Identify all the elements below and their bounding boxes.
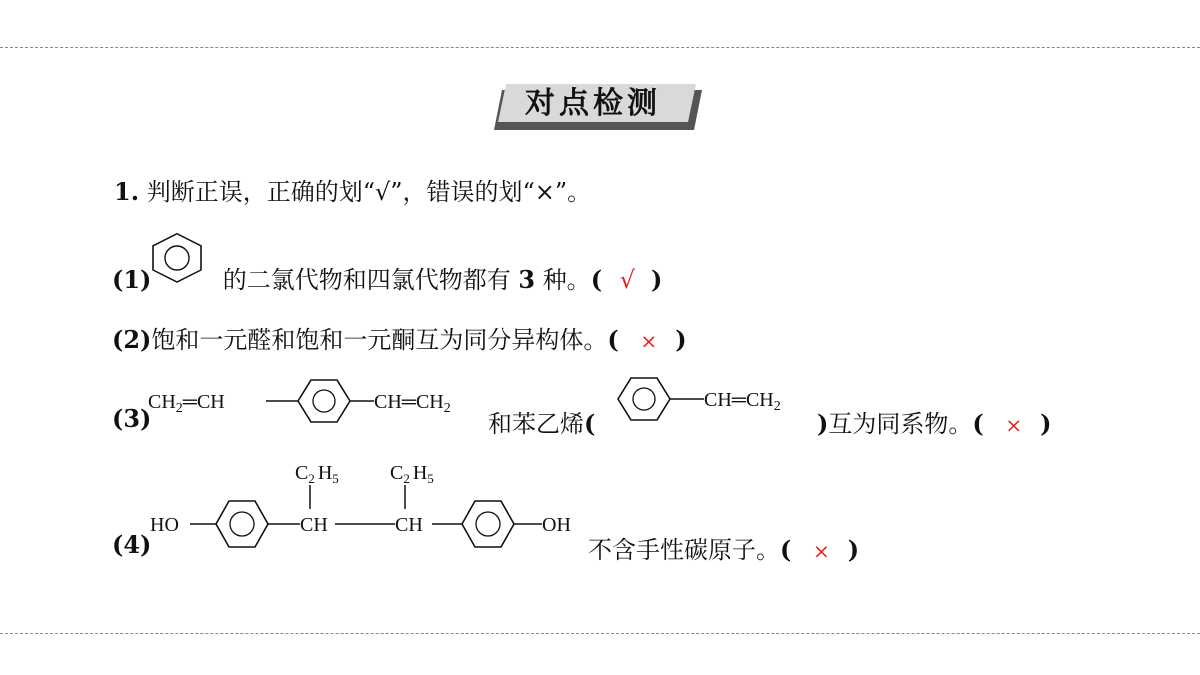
struct4-sub2-h: H	[412, 462, 428, 484]
item-2-text: 饱和一元醛和饱和一元酮互为同分异构体。	[151, 326, 608, 354]
bottom-dashed-rule	[0, 633, 1200, 634]
top-dashed-rule	[0, 47, 1200, 48]
item-3-index: (3)	[112, 404, 152, 433]
item-2-paren-open: (	[607, 325, 619, 354]
item-1-count: 3	[518, 265, 536, 294]
struct4-sub1-h: H	[317, 462, 333, 484]
svg-text:C2H5	[390, 462, 434, 486]
svg-text:CH═CH2	[374, 391, 451, 416]
item-1-paren-close: )	[650, 265, 663, 294]
question-text: 判断正误，正确的划“√”，错误的划“×”。	[146, 178, 592, 206]
svg-text:CH2═CH	[148, 391, 225, 416]
item-1-answer: √	[619, 266, 635, 294]
struct1-right: CH═CH	[374, 391, 444, 413]
item-3-middle	[488, 404, 595, 439]
svg-text:CH═CH2	[704, 389, 781, 414]
struct2-right: CH═CH	[704, 389, 774, 411]
item-3-text-after: 互为同系物。	[828, 410, 973, 438]
item-3-paren-mid-open: (	[584, 409, 596, 438]
item-3-paren-mid-close: )	[817, 409, 829, 438]
item-3-answer: ×	[1005, 413, 1023, 437]
item-1-index: (1)	[112, 265, 152, 294]
item-1-paren-open: (	[590, 265, 603, 294]
item-3	[112, 404, 151, 433]
item-2-paren-close: )	[675, 325, 687, 354]
section-banner	[494, 84, 702, 130]
question-stem	[114, 172, 591, 207]
struct1-left-sub: 2	[175, 401, 183, 416]
item-4-paren-close: )	[847, 535, 860, 564]
bisphenol-structure	[150, 455, 590, 555]
struct4-ho: HO	[150, 514, 179, 536]
item-1-text-before: 的二氯代物和四氯代物都有	[222, 266, 511, 294]
struct2-right-sub: 2	[773, 399, 781, 414]
struct1-right-sub: 2	[443, 401, 451, 416]
divinylbenzene-structure	[148, 374, 488, 430]
item-2-answer: ×	[640, 329, 658, 353]
item-3-paren-close: )	[1040, 409, 1052, 438]
benzene-structure-1	[148, 232, 206, 288]
struct4-sub2-c: C	[390, 462, 404, 484]
item-4-answer: ×	[813, 539, 830, 563]
item-2	[112, 320, 687, 355]
item-3-paren-open: (	[972, 409, 984, 438]
struct4-sub2-n: 5	[427, 471, 434, 486]
struct4-oh: OH	[542, 514, 571, 536]
item-4-end	[588, 530, 859, 565]
item-3-end	[817, 404, 1051, 439]
banner-title: 对点检测	[525, 86, 661, 121]
question-number: 1	[114, 177, 131, 206]
struct1-left: CH	[148, 391, 176, 413]
item-3-text-mid: 和苯乙烯	[488, 410, 584, 438]
item-4	[112, 530, 151, 559]
question-dot: .	[130, 177, 140, 206]
styrene-structure	[614, 372, 820, 428]
item-4-text: 不含手性碳原子。	[588, 536, 780, 564]
item-1-text-after: 种。	[542, 266, 591, 294]
struct4-sub1-a: 2	[308, 471, 315, 486]
item-4-index: (4)	[112, 530, 152, 559]
struct4-sub1-c: C	[295, 462, 309, 484]
struct4-ch2: CH	[395, 514, 423, 536]
item-2-index: (2)	[112, 325, 152, 354]
struct1-left-dbl: ═CH	[182, 391, 225, 413]
struct4-sub2-a: 2	[403, 471, 410, 486]
item-4-paren-open: (	[780, 535, 792, 564]
svg-text:C2H5	[295, 462, 339, 486]
struct4-sub1-n: 5	[332, 471, 339, 486]
struct4-ch1: CH	[300, 514, 328, 536]
